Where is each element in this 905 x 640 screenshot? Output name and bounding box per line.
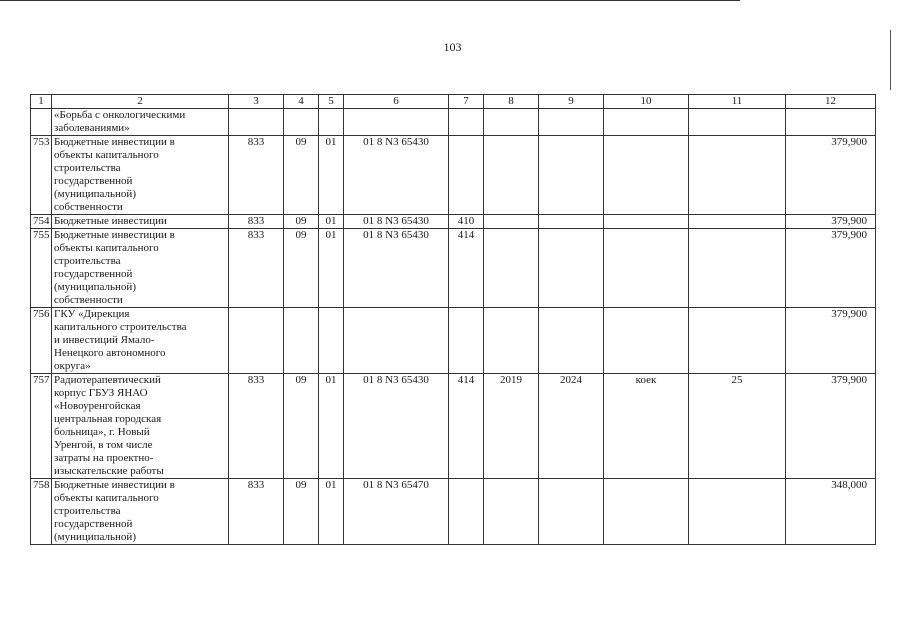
row-cell-c11	[689, 215, 786, 229]
table-row	[31, 374, 876, 479]
row-cell-c8: 2019	[484, 374, 539, 479]
table-row	[31, 215, 876, 229]
row-cell-c12: 379,900	[786, 215, 876, 229]
row-cell-c8	[484, 479, 539, 545]
row-cell-c4: 09	[284, 229, 319, 308]
row-cell-c12: 379,900	[786, 374, 876, 479]
header-cell: 3	[229, 95, 284, 109]
row-cell-c9: 2024	[539, 374, 604, 479]
row-name-line: (муниципальной)	[54, 281, 136, 293]
header-cell: 11	[689, 95, 786, 109]
row-cell-c8	[484, 308, 539, 374]
row-name-line: заболеваниями»	[54, 122, 130, 134]
row-name-line: Ненецкого автономного	[54, 347, 166, 359]
row-cell-c6	[344, 109, 449, 136]
row-name-cell	[52, 136, 229, 215]
row-cell-c4: 09	[284, 479, 319, 545]
row-name-line: строительства	[54, 505, 121, 517]
row-name-line: государственной	[54, 175, 133, 187]
row-cell-c9	[539, 109, 604, 136]
row-name-line: ГКУ «Дирекция	[54, 308, 130, 320]
row-cell-c9	[539, 308, 604, 374]
row-cell-c11	[689, 229, 786, 308]
row-name-cell	[52, 215, 229, 229]
row-number: 757	[31, 374, 52, 479]
row-cell-c11	[689, 308, 786, 374]
row-name-line: объекты капитального	[54, 149, 159, 161]
row-name-line: собственности	[54, 201, 123, 213]
row-name-cell	[52, 308, 229, 374]
budget-table	[30, 94, 876, 545]
row-name-cell	[52, 229, 229, 308]
row-name-line: государственной	[54, 518, 133, 530]
row-cell-c7: 414	[449, 374, 484, 479]
row-cell-c5	[319, 109, 344, 136]
row-name-line: строительства	[54, 162, 121, 174]
margin-mark	[890, 30, 891, 90]
table-row	[31, 136, 876, 215]
row-number: 754	[31, 215, 52, 229]
row-cell-c7	[449, 479, 484, 545]
top-rule	[0, 0, 740, 1]
row-name-cell	[52, 479, 229, 545]
header-cell: 9	[539, 95, 604, 109]
row-cell-c12: 379,900	[786, 136, 876, 215]
row-number: 756	[31, 308, 52, 374]
row-cell-c5: 01	[319, 215, 344, 229]
row-cell-c10	[604, 229, 689, 308]
row-cell-c5: 01	[319, 136, 344, 215]
row-cell-c10	[604, 136, 689, 215]
row-cell-c3: 833	[229, 374, 284, 479]
row-cell-c10	[604, 479, 689, 545]
row-cell-c6: 01 8 N3 65430	[344, 229, 449, 308]
row-name-line: центральная городская	[54, 413, 162, 425]
row-name-line: Бюджетные инвестиции в	[54, 229, 175, 241]
row-name-line: «Новоуренгойская	[54, 400, 141, 412]
row-cell-c8	[484, 109, 539, 136]
row-cell-c10	[604, 308, 689, 374]
row-cell-c9	[539, 215, 604, 229]
row-cell-c9	[539, 136, 604, 215]
row-cell-c8	[484, 229, 539, 308]
row-cell-c6: 01 8 N3 65430	[344, 215, 449, 229]
row-cell-c7: 410	[449, 215, 484, 229]
row-number: 755	[31, 229, 52, 308]
header-cell: 5	[319, 95, 344, 109]
row-cell-c4: 09	[284, 136, 319, 215]
row-cell-c5: 01	[319, 374, 344, 479]
row-number: 758	[31, 479, 52, 545]
row-name-line: затраты на проектно-	[54, 452, 154, 464]
row-name-cell	[52, 109, 229, 136]
row-cell-c12	[786, 109, 876, 136]
row-cell-c7	[449, 308, 484, 374]
header-cell: 10	[604, 95, 689, 109]
row-cell-c9	[539, 229, 604, 308]
table-row	[31, 229, 876, 308]
row-cell-c8	[484, 136, 539, 215]
row-cell-c12: 348,000	[786, 479, 876, 545]
row-cell-c5	[319, 308, 344, 374]
table-row	[31, 308, 876, 374]
row-cell-c4: 09	[284, 215, 319, 229]
row-name-line: объекты капитального	[54, 242, 159, 254]
row-cell-c12: 379,900	[786, 229, 876, 308]
row-cell-c7	[449, 109, 484, 136]
row-cell-c6: 01 8 N3 65470	[344, 479, 449, 545]
row-cell-c9	[539, 479, 604, 545]
row-name-line: государственной	[54, 268, 133, 280]
row-cell-c3	[229, 109, 284, 136]
row-cell-c11	[689, 479, 786, 545]
table-row	[31, 479, 876, 545]
row-cell-c7: 414	[449, 229, 484, 308]
header-cell: 2	[52, 95, 229, 109]
row-name-line: (муниципальной)	[54, 188, 136, 200]
row-name-line: (муниципальной)	[54, 531, 136, 543]
row-cell-c11	[689, 136, 786, 215]
row-name-line: Бюджетные инвестиции в	[54, 479, 175, 491]
row-cell-c11	[689, 109, 786, 136]
row-cell-c3: 833	[229, 229, 284, 308]
header-cell: 6	[344, 95, 449, 109]
row-name-cell	[52, 374, 229, 479]
row-number: 753	[31, 136, 52, 215]
page-number: 103	[443, 40, 462, 54]
row-cell-c5: 01	[319, 229, 344, 308]
row-name-line: строительства	[54, 255, 121, 267]
row-cell-c5: 01	[319, 479, 344, 545]
row-cell-c11: 25	[689, 374, 786, 479]
table-row	[31, 109, 876, 136]
row-name-line: капитального строительства	[54, 321, 187, 333]
row-cell-c3	[229, 308, 284, 374]
row-cell-c4: 09	[284, 374, 319, 479]
row-cell-c3: 833	[229, 479, 284, 545]
row-cell-c6	[344, 308, 449, 374]
row-cell-c8	[484, 215, 539, 229]
row-name-line: и инвестиций Ямало-	[54, 334, 155, 346]
row-cell-c7	[449, 136, 484, 215]
row-name-line: округа»	[54, 360, 91, 372]
row-name-line: Бюджетные инвестиции в	[54, 136, 175, 148]
row-name-line: корпус ГБУЗ ЯНАО	[54, 387, 148, 399]
row-name-line: собственности	[54, 294, 123, 306]
row-cell-c6: 01 8 N3 65430	[344, 374, 449, 479]
row-cell-c10	[604, 215, 689, 229]
row-cell-c4	[284, 308, 319, 374]
row-name-line: больница», г. Новый	[54, 426, 150, 438]
header-cell: 7	[449, 95, 484, 109]
row-cell-c10	[604, 109, 689, 136]
row-cell-c10: коек	[604, 374, 689, 479]
row-number	[31, 109, 52, 136]
row-name-line: объекты капитального	[54, 492, 159, 504]
header-cell: 4	[284, 95, 319, 109]
row-cell-c3: 833	[229, 136, 284, 215]
header-row	[31, 95, 876, 109]
row-name-line: Бюджетные инвестиции	[54, 215, 167, 227]
row-cell-c12: 379,900	[786, 308, 876, 374]
row-cell-c3: 833	[229, 215, 284, 229]
row-name-line: «Борьба с онкологическими	[54, 109, 186, 121]
header-cell: 8	[484, 95, 539, 109]
header-cell: 1	[31, 95, 52, 109]
row-cell-c4	[284, 109, 319, 136]
row-name-line: Уренгой, в том числе	[54, 439, 153, 451]
header-cell: 12	[786, 95, 876, 109]
row-cell-c6: 01 8 N3 65430	[344, 136, 449, 215]
row-name-line: изыскательские работы	[54, 465, 164, 477]
row-name-line: Радиотерапевтический	[54, 374, 161, 386]
